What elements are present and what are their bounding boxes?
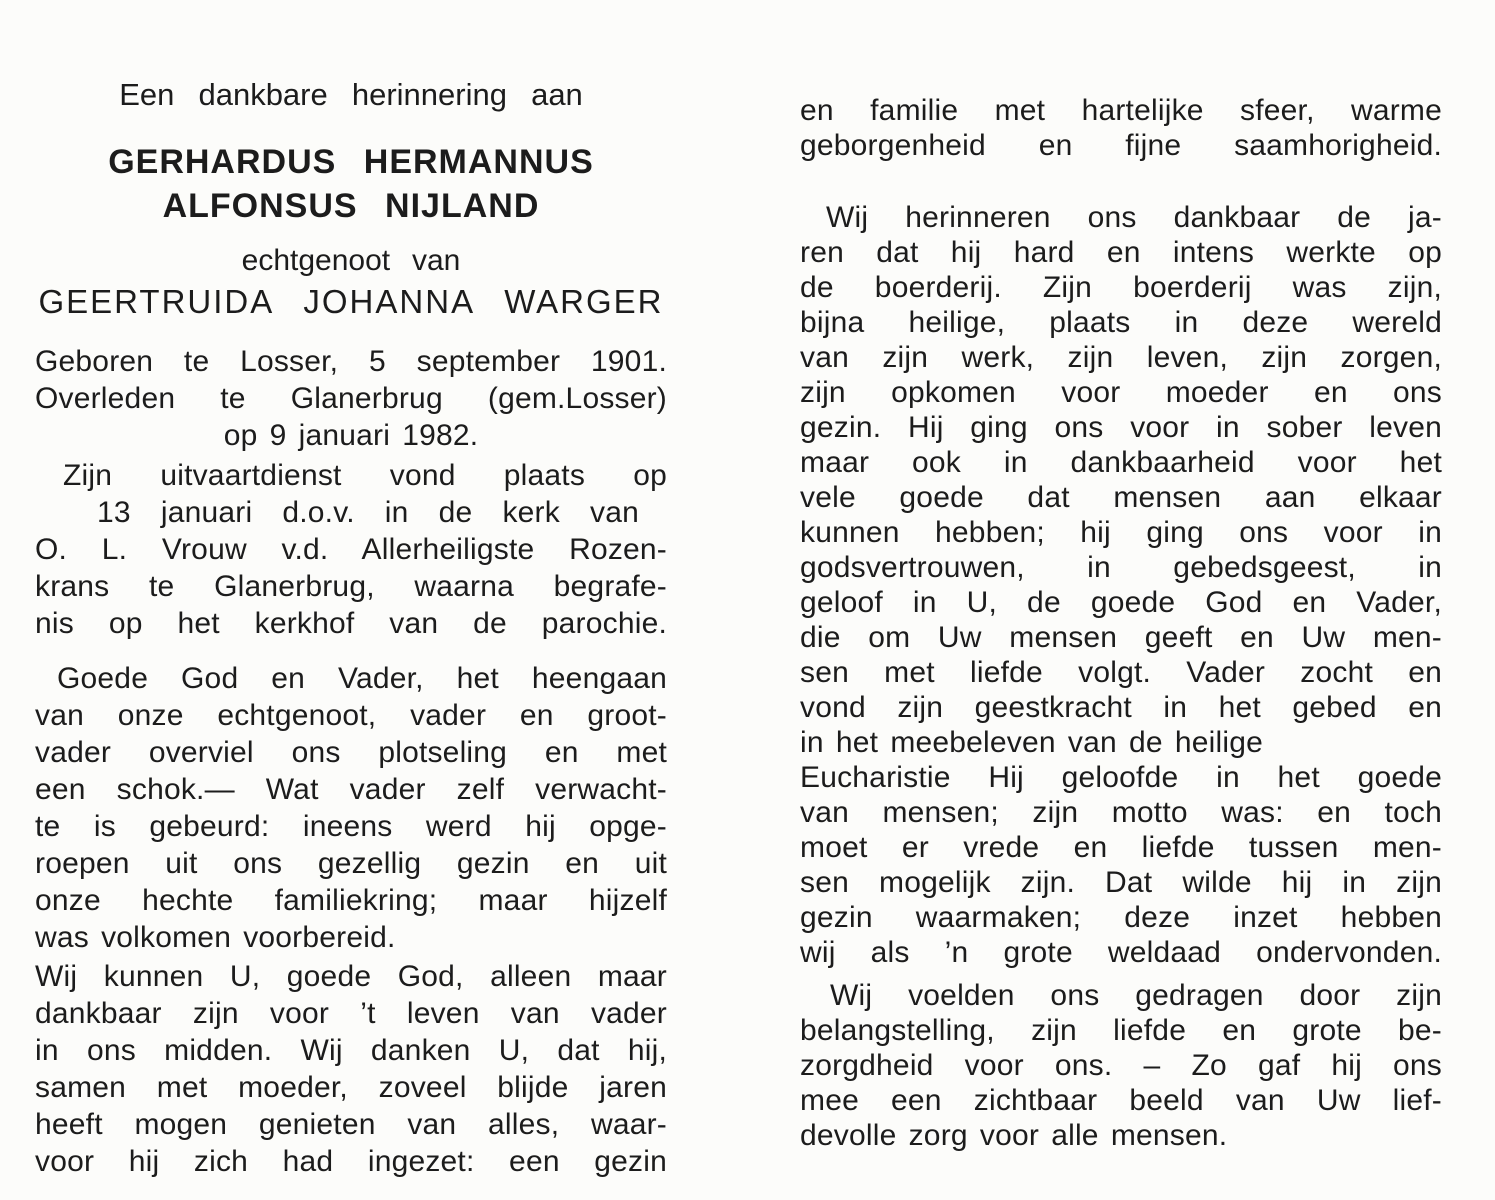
text-line: roepen uit ons gezellig gezin en uit	[35, 847, 667, 880]
text-line: dankbaar zijn voor ’t leven van vader	[35, 997, 667, 1030]
text-line: krans te Glanerbrug, waarna begrafe-	[35, 570, 667, 603]
text-line: van mensen; zijn motto was: en toch	[800, 796, 1442, 829]
spouse-intro-text: echtgenoot van	[241, 244, 461, 277]
text-line: een schok.— Wat vader zelf verwacht-	[35, 773, 667, 806]
text-line: die om Uw mensen geeft en Uw men-	[800, 621, 1442, 654]
text-line: van onze echtgenoot, vader en groot-	[35, 699, 667, 732]
text-line: kunnen hebben; hij ging ons voor in	[800, 516, 1442, 549]
text-line: bijna heilige, plaats in deze wereld	[800, 306, 1442, 339]
funeral-announcement	[35, 457, 667, 642]
text-line: wij als ’n grote weldaad ondervonden.	[800, 936, 1442, 969]
text-line: devolle zorg voor alle mensen.	[800, 1119, 1228, 1152]
text-line: gezin. Hij ging ons voor in sober leven	[800, 411, 1442, 444]
text-line: godsvertrouwen, in gebedsgeest, in	[800, 551, 1442, 584]
text-line: Wij herinneren ons dankbaar de ja-	[826, 201, 1442, 234]
text-line: geborgenheid en fijne saamhorigheid.	[800, 129, 1442, 162]
text-line: Eucharistie Hij geloofde in het goede	[800, 761, 1442, 794]
text-line: sen mogelijk zijn. Dat wilde hij in zijn	[800, 866, 1442, 899]
text-line: ren dat hij hard en intens werkte op	[800, 236, 1442, 269]
memorial-intro	[35, 76, 667, 114]
text-line: mee een zichtbaar beeld van Uw lief-	[800, 1084, 1442, 1117]
text-line: zijn opkomen voor moeder en ons	[800, 376, 1442, 409]
text-line: van zijn werk, zijn leven, zijn zorgen,	[800, 341, 1442, 374]
right-page-paragraphs	[800, 93, 1442, 1153]
text-line: onze hechte familiekring; maar hijzelf	[35, 884, 667, 917]
text-line: geloof in U, de goede God en Vader,	[800, 586, 1442, 619]
left-page	[35, 0, 667, 1180]
text-line: en familie met hartelijke sfeer, warme	[800, 94, 1442, 127]
text-line: vele goede dat mensen aan elkaar	[800, 481, 1442, 514]
text-line: Wij voelden ons gedragen door zijn	[830, 979, 1442, 1012]
text-line: heeft mogen genieten van alles, waar-	[35, 1108, 667, 1141]
text-line: maar ook in dankbaarheid voor het	[800, 446, 1442, 479]
text-line: 13 januari d.o.v. in de kerk van	[97, 496, 639, 529]
paragraph-continued-gezin	[800, 93, 1442, 163]
text-line: zorgdheid voor ons. – Zo gaf hij ons	[800, 1049, 1442, 1082]
deceased-name-line2: ALFONSUS NIJLAND	[162, 187, 540, 225]
text-line: te is gebeurd: ineens werd hij opge-	[35, 810, 667, 843]
text-line: de boerderij. Zijn boerderij was zijn,	[800, 271, 1442, 304]
deceased-name-line1: GERHARDUS HERMANNUS	[108, 143, 594, 181]
text-line: Geboren te Losser, 5 september 1901.	[35, 345, 667, 378]
deceased-name	[35, 140, 667, 228]
text-line: voor hij zich had ingezet: een gezin	[35, 1145, 667, 1178]
text-line: Goede God en Vader, het heengaan	[57, 662, 667, 695]
text-line: gezin waarmaken; deze inzet hebben	[800, 901, 1442, 934]
text-line: Zijn uitvaartdienst vond plaats op	[63, 459, 667, 492]
spouse-intro	[35, 242, 667, 280]
text-line: vond zijn geestkracht in het gebed en	[800, 691, 1442, 724]
text-line: op 9 januari 1982.	[223, 419, 479, 452]
paragraph-boerderij	[800, 200, 1442, 970]
text-line: Wij kunnen U, goede God, alleen maar	[35, 960, 667, 993]
spouse-name-text: GEERTRUIDA JOHANNA WARGER	[38, 283, 664, 320]
spouse-name	[35, 282, 667, 322]
text-line: in ons midden. Wij danken U, dat hij,	[35, 1034, 667, 1067]
vital-dates	[35, 343, 667, 454]
paragraph-gedragen	[800, 978, 1442, 1153]
paragraph-dankbaar	[35, 958, 667, 1180]
text-line: sen met liefde volgt. Vader zocht en	[800, 656, 1442, 689]
left-page-paragraphs	[35, 343, 667, 1180]
text-line: in het meebeleven van de heilige	[800, 726, 1264, 759]
right-page	[800, 0, 1442, 1153]
text-line: belangstelling, zijn liefde en grote be-	[800, 1014, 1442, 1047]
text-line: Overleden te Glanerbrug (gem.Losser)	[35, 382, 667, 415]
text-line: was volkomen voorbereid.	[35, 921, 396, 954]
text-line: nis op het kerkhof van de parochie.	[35, 607, 667, 640]
text-line: vader overviel ons plotseling en met	[35, 736, 667, 769]
text-line: samen met moeder, zoveel blijde jaren	[35, 1071, 667, 1104]
text-line: O. L. Vrouw v.d. Allerheiligste Rozen-	[35, 533, 667, 566]
text-line: moet er vrede en liefde tussen men-	[800, 831, 1442, 864]
memorial-intro-text: Een dankbare herinnering aan	[119, 77, 583, 112]
paragraph-heengaan	[35, 660, 667, 956]
